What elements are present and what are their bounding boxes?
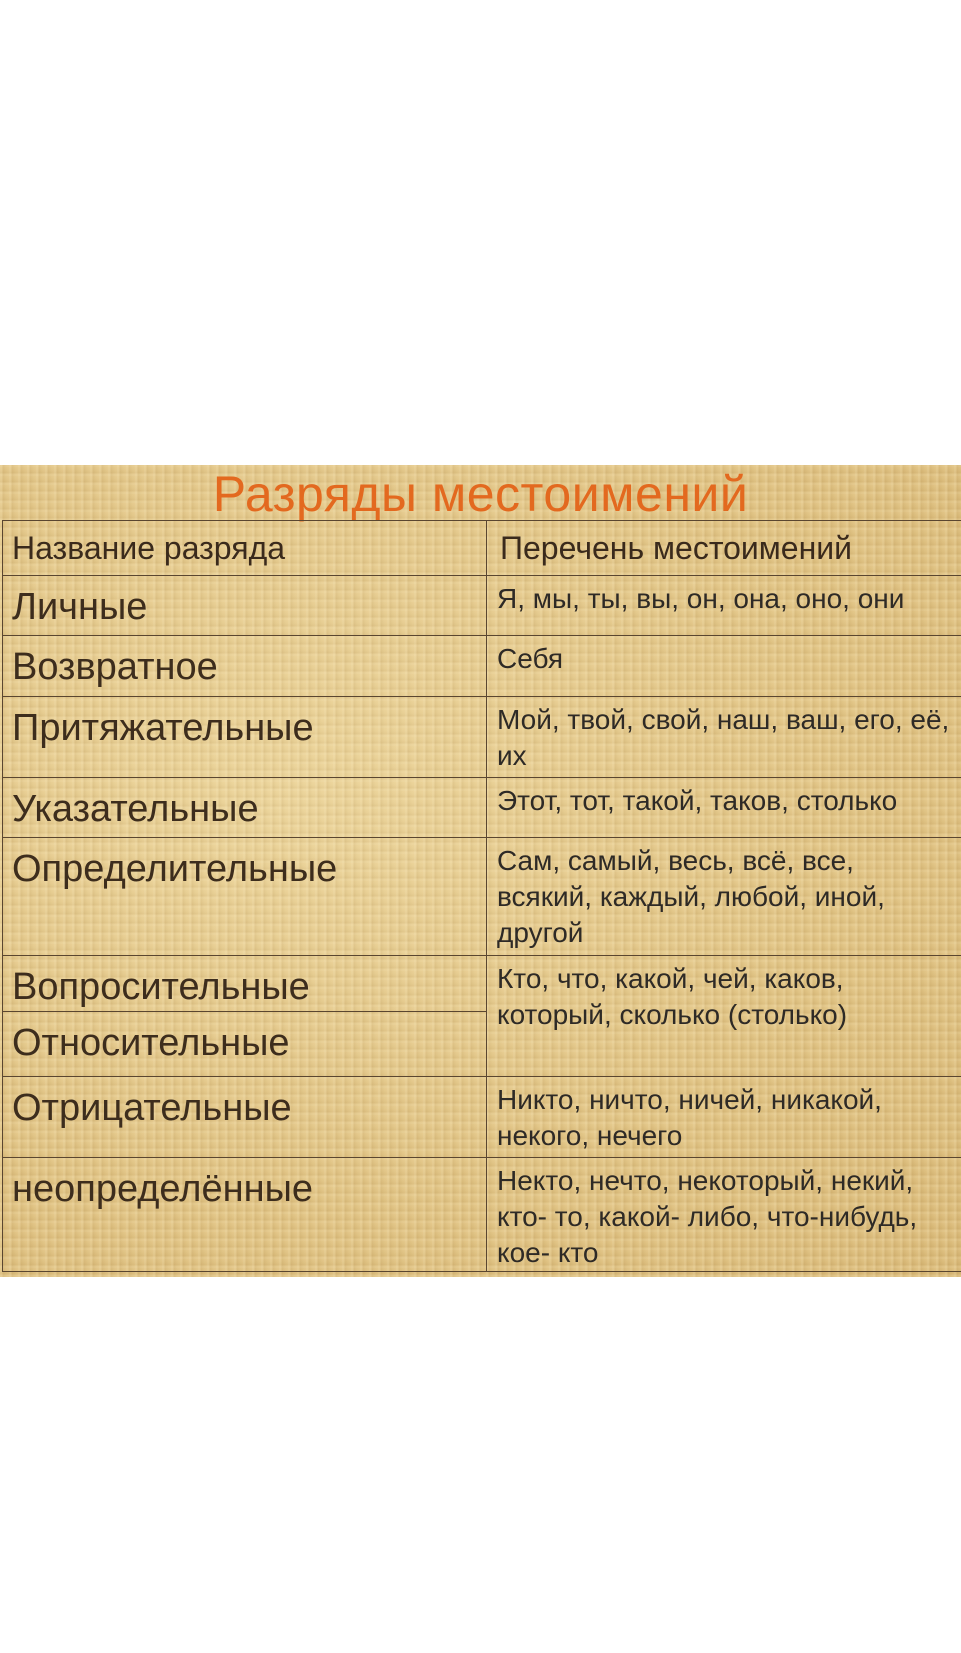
category-list-cell <box>487 778 961 838</box>
pronoun-list: Мой, твой, свой, наш, ваш, его, её, их <box>497 704 950 771</box>
slide-image <box>0 465 961 1277</box>
category-name: Возвратное <box>12 646 218 688</box>
table-row <box>3 1077 961 1158</box>
page-title: Разряды местоимений <box>212 466 749 522</box>
category-list-cell <box>487 838 961 956</box>
category-name: Личные <box>12 586 148 628</box>
category-name-cell <box>3 1012 487 1077</box>
pronoun-list: Я, мы, ты, вы, он, она, оно, они <box>497 583 905 614</box>
category-name: Указательные <box>12 788 259 830</box>
category-name-cell <box>3 576 487 636</box>
table-row <box>3 636 961 697</box>
category-list-cell <box>487 576 961 636</box>
table-row <box>3 697 961 778</box>
category-name-cell <box>3 1077 487 1158</box>
table-header-row <box>3 521 961 576</box>
pronoun-list: Себя <box>497 643 564 674</box>
pronoun-list: Никто, ничто, ничей, никакой, некого, нечего <box>497 1084 882 1151</box>
category-name-cell <box>3 778 487 838</box>
pronoun-list: Некто, нечто, некоторый, некий, кто- то, какой- либо, что-нибудь, кое- кто <box>497 1165 918 1268</box>
category-name-cell <box>3 636 487 697</box>
category-list-cell <box>487 1077 961 1158</box>
category-list-cell <box>487 1158 961 1272</box>
table-row <box>3 838 961 956</box>
category-name: неопределённые <box>12 1168 314 1210</box>
category-list-cell <box>487 636 961 697</box>
category-name-cell <box>3 956 487 1012</box>
header-name-label: Название разряда <box>12 530 286 566</box>
table-row <box>3 1158 961 1272</box>
header-list-label: Перечень местоимений <box>500 530 853 566</box>
category-name: Относительные <box>12 1022 290 1064</box>
category-name: Определительные <box>12 848 338 890</box>
pronoun-categories-table <box>2 520 961 1272</box>
pronoun-list: Кто, что, какой, чей, каков, который, сколько (столько) <box>497 963 848 1030</box>
table-row <box>3 956 961 1012</box>
table-row <box>3 778 961 838</box>
category-name: Вопросительные <box>12 966 310 1008</box>
pronoun-list: Этот, тот, такой, таков, столько <box>497 785 898 816</box>
category-name-cell <box>3 838 487 956</box>
table-row <box>3 576 961 636</box>
category-name: Отрицательные <box>12 1087 292 1129</box>
category-list-cell <box>487 697 961 778</box>
category-name-cell <box>3 697 487 778</box>
category-list-cell <box>487 956 961 1077</box>
category-name: Притяжательные <box>12 707 314 749</box>
header-cell-list <box>487 521 961 576</box>
category-name-cell <box>3 1158 487 1272</box>
header-cell-name <box>3 521 487 576</box>
pronoun-list: Сам, самый, весь, всё, все, всякий, каждый, любой, иной, другой <box>497 845 885 948</box>
